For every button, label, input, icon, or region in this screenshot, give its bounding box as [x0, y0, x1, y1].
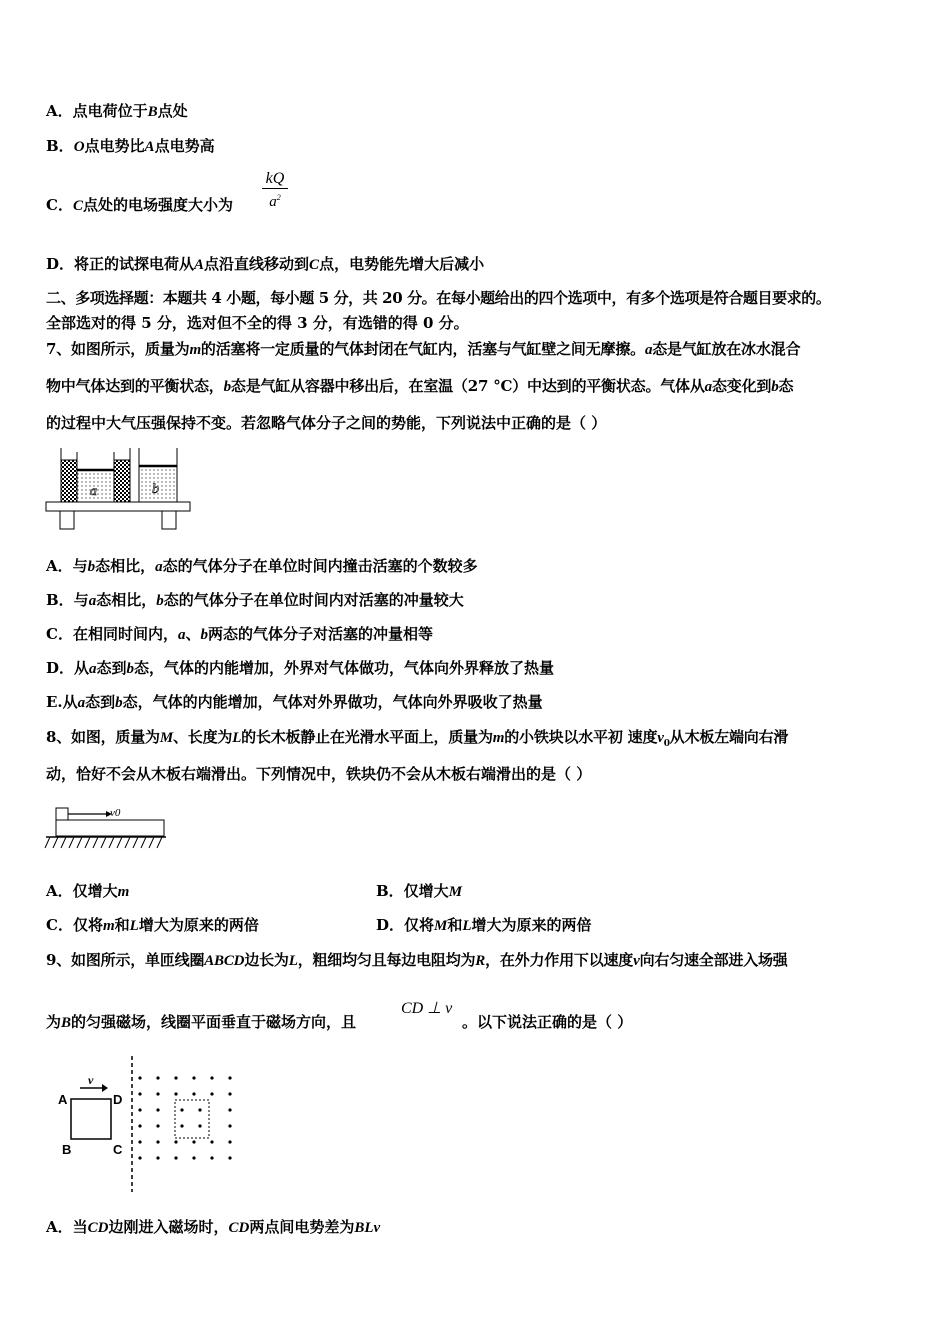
q7-l2-t0: 物中气体达到的平衡状态， — [46, 377, 224, 395]
q7-stem-line2 — [46, 376, 793, 397]
q7-d-t4: 态，气体的内能增加，外界对气体做功，气体向外界释放了热量 — [134, 659, 555, 677]
q7-a-t2: 态相比， — [95, 557, 156, 575]
q6-option-c-text2: 点处的电场强度大小为 — [82, 196, 233, 214]
q7-l2-v3: a — [704, 379, 712, 395]
q6-option-a-var: B — [147, 104, 158, 120]
wooden-board — [56, 820, 164, 836]
q7-stem-line1 — [46, 339, 800, 360]
q8-c-t4: 增大为原来的两倍 — [138, 916, 259, 934]
q8-b-v1: M — [448, 884, 463, 900]
q7-option-b — [46, 590, 464, 611]
q7-c-v3: b — [200, 627, 208, 643]
q7-b-t0: B．与 — [46, 591, 89, 609]
table-leg-right — [162, 511, 176, 529]
q7-c-t4: 两态的气体分子对活塞的冲量相等 — [207, 625, 433, 643]
q6-formula — [262, 170, 288, 211]
q7-e-v1: a — [77, 695, 86, 711]
q9-l1-v3: L — [288, 953, 298, 969]
q7-e-v3: b — [115, 695, 123, 711]
q6-option-d-text2: 点沿直线移动到 — [204, 255, 310, 273]
coil-final-position — [175, 1100, 209, 1138]
q9-coil-figure — [50, 1052, 240, 1194]
q7-cylinder-figure — [44, 448, 194, 532]
q7-d-v3: b — [126, 661, 135, 677]
label-D: D — [113, 1092, 123, 1107]
q7-l1-t0: 7、如图所示，质量为 — [46, 340, 190, 358]
q6-option-a-text2: 点处 — [157, 102, 188, 120]
q7-option-e — [46, 692, 543, 713]
magnetic-field-dots — [138, 1076, 231, 1159]
q8-c-v3: L — [129, 918, 139, 934]
q8-option-b — [376, 881, 462, 902]
q9-stem-line2 — [46, 1012, 356, 1033]
label-C: C — [113, 1142, 123, 1157]
q6-formula-exponent: 2 — [276, 193, 281, 202]
ice-water-left — [61, 460, 77, 502]
q6-option-d-var: A — [194, 257, 205, 273]
q7-l1-t4: 态是气缸放在冰水混合 — [652, 340, 801, 358]
q8-stem-line1 — [46, 727, 788, 754]
q8-l1-t2: 、长度为 — [172, 728, 233, 746]
q9-a-t0: A．当 — [46, 1218, 88, 1236]
v0-label: v0 — [110, 807, 121, 819]
label-v: v — [88, 1073, 94, 1087]
q8-l1-sub: 0 — [663, 739, 670, 749]
q6-formula-denominator-base: a — [269, 194, 277, 210]
iron-block — [56, 808, 68, 820]
q8-d-t2: 和 — [447, 916, 463, 934]
ice-water-right — [114, 460, 130, 502]
q8-a-v1: m — [117, 884, 130, 900]
ground-hatching — [45, 837, 162, 848]
q8-board-figure — [44, 802, 168, 854]
q7-option-c — [46, 624, 433, 645]
q7-d-t0: D．从 — [46, 659, 90, 677]
q6-formula-denominator — [262, 189, 288, 211]
q9-l2-t0: 为 — [46, 1013, 62, 1031]
q7-a-v1: b — [87, 559, 96, 575]
q7-l2-v5: b — [771, 379, 779, 395]
q6-option-d-text3: 点，电势能先增大后减小 — [319, 255, 485, 273]
q9-l1-t6: ，在外力作用下以速度 — [485, 951, 634, 969]
q8-l1-t0: 8、如图，质量为 — [46, 728, 160, 746]
q6-option-d — [46, 254, 484, 275]
q8-b-t0: B．仅增大 — [376, 882, 449, 900]
q6-option-b-var2: A — [144, 139, 155, 155]
q8-l1-t6: 的小铁块以水平初 速度 — [504, 728, 658, 746]
label-b: b — [152, 482, 159, 497]
q9-l2-v1: B — [61, 1015, 72, 1031]
label-a: a — [90, 484, 97, 499]
q7-b-t4: 态的气体分子在单位时间内对活塞的冲量较大 — [163, 591, 464, 609]
q8-c-t2: 和 — [114, 916, 130, 934]
label-B: B — [62, 1142, 72, 1157]
q7-l2-t6: 态 — [778, 377, 794, 395]
q9-l1-t4: ，粗细均匀且每边电阻均为 — [297, 951, 476, 969]
q6-option-b-text2: 点电势比 — [84, 137, 145, 155]
q9-l1-t8: 向右匀速全部进入场强 — [639, 951, 788, 969]
q9-stem-line1 — [46, 950, 788, 971]
section2-heading-line1: 二、多项选择题：本题共 4 小题，每小题 5 分，共 20 分。在每小题给出的四个选项中，有多个选项是符合题目要求的。 — [46, 289, 831, 307]
q7-e-t2: 态到 — [85, 693, 116, 711]
q9-a-t2: 边刚进入磁场时， — [108, 1218, 229, 1236]
q8-c-v1: m — [102, 918, 115, 934]
q6-option-d-text: D．将正的试探电荷从 — [46, 255, 195, 273]
q6-option-b-var: O — [73, 139, 85, 155]
q8-d-v1: M — [434, 918, 448, 934]
section2-heading-line2: 全部选对的得 5 分，选对但不全的得 3 分，有选错的得 0 分。 — [46, 314, 469, 332]
q8-l1-v5: m — [492, 730, 505, 746]
q7-l2-t2: 态是气缸从容器中移出后，在室温（27 °C）中达到的平衡状态。气体从 — [230, 377, 705, 395]
q7-a-t4: 态的气体分子在单位时间内撞击活塞的个数较多 — [162, 557, 478, 575]
q8-c-t0: C．仅将 — [46, 916, 103, 934]
q6-option-b-text: B． — [46, 137, 74, 155]
q9-a-v1: CD — [87, 1220, 109, 1236]
q8-d-v3: L — [462, 918, 472, 934]
q9-stem-line2-end: 。以下说法正确的是（ ） — [462, 1013, 633, 1031]
q7-c-t0: C．在相同时间内， — [46, 625, 178, 643]
q7-a-t0: A．与 — [46, 557, 88, 575]
table-leg-left — [60, 511, 74, 529]
q7-e-t0: E.从 — [46, 693, 78, 711]
q7-b-v1: a — [88, 593, 97, 609]
q8-option-a — [46, 881, 129, 902]
q8-l1-t9: 从木板左端向右滑 — [669, 728, 789, 746]
q7-d-t2: 态到 — [96, 659, 127, 677]
q9-l1-t2: 边长为 — [244, 951, 289, 969]
q8-a-t0: A．仅增大 — [46, 882, 118, 900]
q6-option-a-text: A．点电荷位于 — [46, 102, 148, 120]
q8-option-d — [376, 915, 592, 936]
q9-l2-t2: 的匀强磁场，线圈平面垂直于磁场方向，且 — [71, 1013, 357, 1031]
q9-option-a — [46, 1217, 380, 1238]
q7-option-a — [46, 556, 478, 577]
q9-l1-v1: ABCD — [204, 953, 245, 969]
q7-e-t4: 态，气体的内能增加，气体对外界做功，气体向外界吸收了热量 — [122, 693, 543, 711]
label-A: A — [58, 1092, 68, 1107]
coil-abcd — [71, 1099, 111, 1139]
q9-l1-v7: v — [633, 953, 640, 969]
q8-option-c — [46, 915, 259, 936]
q8-stem-line2: 动，恰好不会从木板右端滑出。下列情况中，铁块仍不会从木板右端滑出的是（ ） — [46, 765, 592, 783]
q7-l2-v1: b — [223, 379, 231, 395]
q7-b-t2: 态相比， — [96, 591, 157, 609]
q9-a-t4: 两点间电势差为 — [249, 1218, 355, 1236]
q7-l2-t4: 态变化到 — [711, 377, 772, 395]
q6-option-c-var: C — [72, 198, 83, 214]
q8-l1-v1: M — [159, 730, 173, 746]
q6-option-c-text: C． — [46, 196, 73, 214]
q7-l1-v1: m — [189, 342, 201, 358]
q7-l1-t2: 的活塞将一定质量的气体封闭在气缸内，活塞与气缸壁之间无摩擦。 — [200, 340, 645, 358]
q6-option-b — [46, 136, 215, 157]
q9-l1-v5: R — [475, 953, 486, 969]
q7-c-v1: a — [177, 627, 186, 643]
q7-c-t2: 、 — [185, 625, 201, 643]
q8-l1-v7: v — [657, 730, 664, 746]
q8-l1-v3: L — [232, 730, 242, 746]
table-top — [46, 502, 190, 511]
q8-d-t0: D．仅将 — [376, 916, 435, 934]
q8-d-t4: 增大为原来的两倍 — [471, 916, 592, 934]
q9-formula: CD ⊥ v — [401, 1000, 453, 1017]
q6-formula-numerator: kQ — [262, 170, 288, 189]
q7-l1-v3: a — [644, 342, 653, 358]
q6-option-c — [46, 195, 233, 216]
q9-a-v5: BLv — [354, 1220, 381, 1236]
q7-d-v1: a — [89, 661, 97, 677]
q6-option-a — [46, 101, 188, 122]
q6-option-d-var2: C — [309, 257, 320, 273]
q9-a-v3: CD — [228, 1220, 250, 1236]
q6-option-b-text3: 点电势高 — [154, 137, 215, 155]
q9-l1-t0: 9、如图所示，单匝线圈 — [46, 951, 205, 969]
q8-l1-t4: 的长木板静止在光滑水平面上，质量为 — [241, 728, 493, 746]
q7-stem-line3: 的过程中大气压强保持不变。若忽略气体分子之间的势能，下列说法中正确的是（ ） — [46, 414, 607, 432]
q7-b-v3: b — [156, 593, 164, 609]
q7-option-d — [46, 658, 554, 679]
q7-a-v3: a — [155, 559, 163, 575]
